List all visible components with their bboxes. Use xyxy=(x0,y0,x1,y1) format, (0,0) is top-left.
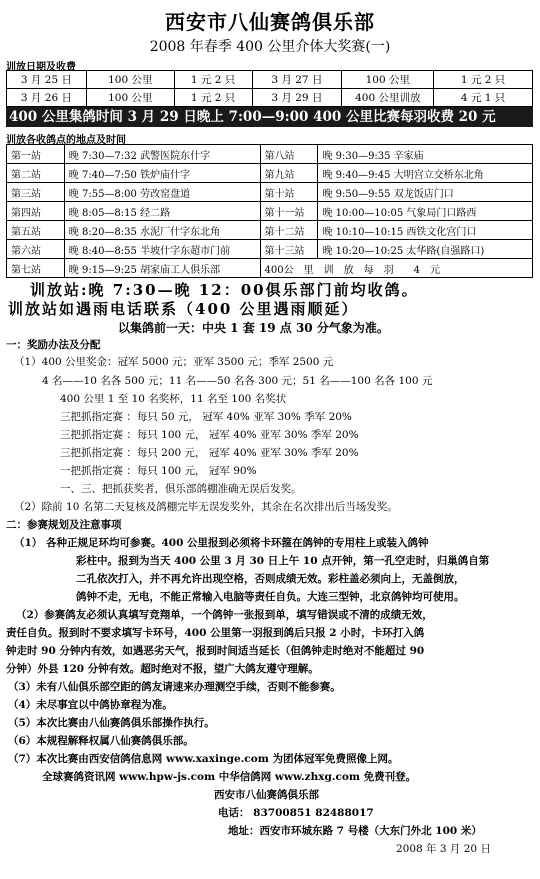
table-cell: 3 月 26 日 xyxy=(7,89,87,107)
rules-heading: 二：参赛规划及注意事项 xyxy=(6,519,122,531)
rewards-line: 400 公里 1 至 10 名奖杯，11 名至 100 名奖状 xyxy=(60,393,287,405)
rules-line: （6）本规程解释权属八仙赛鸽俱乐部。 xyxy=(8,735,194,747)
training-schedule-table xyxy=(6,70,533,107)
rules-line: （7）本次比赛由西安信鸽信息网 www.xaxinge.com 为团体冠军免费照像上网。 xyxy=(8,753,399,765)
table-cell: 100 公里 xyxy=(86,89,174,107)
table-row xyxy=(7,71,533,89)
station-name: 第七站 xyxy=(7,259,65,278)
footer-date: 2008 年 3 月 20 日 xyxy=(396,843,491,855)
station-time-place: 晚 7:40—7:50 铁炉庙什字 xyxy=(64,164,260,183)
station-time-place: 晚 8:05—8:15 经二路 xyxy=(64,202,260,221)
station-name: 第二站 xyxy=(7,164,65,183)
training-fee-note: 400公 里 训 放 每 羽 4 元 xyxy=(260,259,532,278)
station-name: 第一站 xyxy=(7,145,65,164)
station-time-place: 晚 8:20—8:35 水泥厂什字东北角 xyxy=(64,221,260,240)
table-row xyxy=(7,259,533,278)
collection-time-banner: 400 公里集鸽时间 3 月 29 日晚上 7:00—9:00 400 公里比赛每羽收费 20 元 xyxy=(6,107,533,127)
notice-line-1: 训放站:晚 7:30—晚 12：00俱乐部门前均收鸽。 xyxy=(30,281,419,299)
rules-line: 彩柱中。报到为当天 400 公里 3 月 30 日上午 10 点开钟，第一孔空走时，归巢鸽自第 xyxy=(76,555,490,567)
rewards-line: 4 名——10 名各 500 元；11 名——50 名各 300 元；51 名——100 名各 100 元 xyxy=(42,375,433,387)
station-time-place: 晚 8:40—8:55 半坡什字东超市门前 xyxy=(64,240,260,259)
table-cell: 1 元 2 只 xyxy=(174,71,252,89)
table-cell: 100 公里 xyxy=(342,71,434,89)
rewards-line: 一把抓指定赛 ：每只 100 元， 冠军 90% xyxy=(60,465,257,477)
rewards-heading: 一：奖励办法及分配 xyxy=(6,339,101,351)
rewards-line: （1）400 公里奖金：冠军 5000 元；亚军 3500 元；季军 2500 元 xyxy=(14,356,334,368)
table-row xyxy=(7,183,533,202)
footer-organization: 西安市八仙赛鸽俱乐部 xyxy=(214,789,319,801)
station-time-place: 晚 7:55—8:00 劳改窑盘道 xyxy=(64,183,260,202)
notice-line-2: 训放站如遇雨电话联系（400 公里遇雨顺延） xyxy=(8,300,359,318)
rewards-line: 一、三、把抓获奖者，俱乐部鸽棚准确无误后发奖。 xyxy=(60,483,302,495)
station-time-place: 晚 9:15—9:25 胡家庙工人俱乐部 xyxy=(64,259,260,278)
table-row xyxy=(7,145,533,164)
rules-line: 分钟）外县 120 分钟有效。超时绝对不报，望广大鸽友遵守理解。 xyxy=(6,663,319,675)
table-cell: 3 月 27 日 xyxy=(252,71,342,89)
table-row xyxy=(7,202,533,221)
station-name: 第六站 xyxy=(7,240,65,259)
rules-line: （1） 各种正规足环均可参赛。400 公里报到必须将卡环箍在鸽钟的专用柱上或装入鸽钟 xyxy=(14,537,429,549)
table-cell: 3 月 29 日 xyxy=(252,89,342,107)
station-name: 第九站 xyxy=(260,164,318,183)
rules-line: （3）未有八仙俱乐部空距的鸽友请速来办理测空手续，否则不能参赛。 xyxy=(8,681,341,693)
page-title: 西安市八仙赛鸽俱乐部 xyxy=(165,10,375,34)
station-time-place: 晚 10:00—10:05 气象局门口路西 xyxy=(318,202,533,221)
footer-address: 地址：西安市环城东路 7 号楼（大东门外北 100 米） xyxy=(228,825,482,837)
page-subtitle: 2008 年春季 400 公里介体大奖赛(一) xyxy=(149,39,391,55)
station-time-place: 晚 10:10—10:15 西铁文化宫门口 xyxy=(318,221,533,240)
table-row xyxy=(7,221,533,240)
station-time-place: 晚 7:30—7:32 武警医院东什字 xyxy=(64,145,260,164)
table-row xyxy=(7,240,533,259)
station-name: 第十一站 xyxy=(260,202,318,221)
table-cell: 100 公里 xyxy=(86,71,174,89)
table-row xyxy=(7,164,533,183)
rules-line: 二孔依次打入，并不再允许出现空格，否则成绩无效。彩柱盖必须向上，无盖倒放， xyxy=(76,573,465,585)
rules-line: （4）未尽事宜以中鸽协章程为准。 xyxy=(8,699,173,711)
station-time-place: 晚 10:20—10:25 太华路(自强路口) xyxy=(318,240,533,259)
table-cell: 400 公里训放 xyxy=(342,89,434,107)
station-name: 第五站 xyxy=(7,221,65,240)
station-time-place: 晚 9:40—9:45 大明宫立交桥东北角 xyxy=(318,164,533,183)
rules-line: 钟走时 90 分钟内有效，如遇恶劣天气，报到时间适当延长（但鸽钟走时绝对不能超过 90 xyxy=(6,645,425,657)
stations-section-label: 训放各收鸽点的地点及时间 xyxy=(6,135,126,146)
station-time-place: 晚 9:50—9:55 双龙饭店门口 xyxy=(318,183,533,202)
notice-line-3: 以集鸽前一天：中央 1 套 19 点 30 分气象为准。 xyxy=(118,321,389,335)
table-cell: 1 元 2 只 xyxy=(174,89,252,107)
rewards-line: 三把抓指定赛 ：每只 50 元， 冠军 40% 亚军 30% 季军 20% xyxy=(60,411,352,423)
table-cell: 1 元 2 只 xyxy=(434,71,533,89)
rules-line: （2）参赛鸽友必须认真填写竞翔单，一个鸽钟一张报到单，填写错误或不清的成绩无效， xyxy=(16,609,433,621)
station-name: 第四站 xyxy=(7,202,65,221)
footer-phone: 电话： 83700851 82488017 xyxy=(218,807,374,819)
station-name: 第十二站 xyxy=(260,221,318,240)
stations-table xyxy=(6,144,533,278)
station-time-place: 晚 9:30—9:35 辛家庙 xyxy=(318,145,533,164)
training-section-label: 训放日期及收费 xyxy=(6,62,76,73)
rules-line: 鸽钟不走，无电，不能正常输入电脑等责任自负。大连三型钟，北京鸽钟均可使用。 xyxy=(76,591,465,603)
rewards-line: 三把抓指定赛 ：每只 100 元， 冠军 40% 亚军 30% 季军 20% xyxy=(60,429,359,441)
station-name: 第十三站 xyxy=(260,240,318,259)
table-row xyxy=(7,89,533,107)
table-cell: 4 元 1 只 xyxy=(434,89,533,107)
rewards-line: （2）除前 10 名第二天复核及鸽棚完毕无误发奖外，其余在名次排出后当场发奖。 xyxy=(14,501,398,513)
rules-line: 责任自负。报到时不要求填写卡环号，400 公里第一羽报到鸽后只报 2 小时，卡环打入鸽 xyxy=(6,627,425,639)
station-name: 第十站 xyxy=(260,183,318,202)
station-name: 第八站 xyxy=(260,145,318,164)
rules-line: 全球赛鸽资讯网 www.hpw-js.com 中华信鸽网 www.zhxg.com 免费刊登。 xyxy=(42,771,417,783)
station-name: 第三站 xyxy=(7,183,65,202)
rules-line: （5）本次比赛由八仙赛鸽俱乐部操作执行。 xyxy=(8,717,215,729)
rewards-line: 三把抓指定赛 ：每只 200 元， 冠军 40% 亚军 30% 季军 20% xyxy=(60,447,359,459)
table-cell: 3 月 25 日 xyxy=(7,71,87,89)
